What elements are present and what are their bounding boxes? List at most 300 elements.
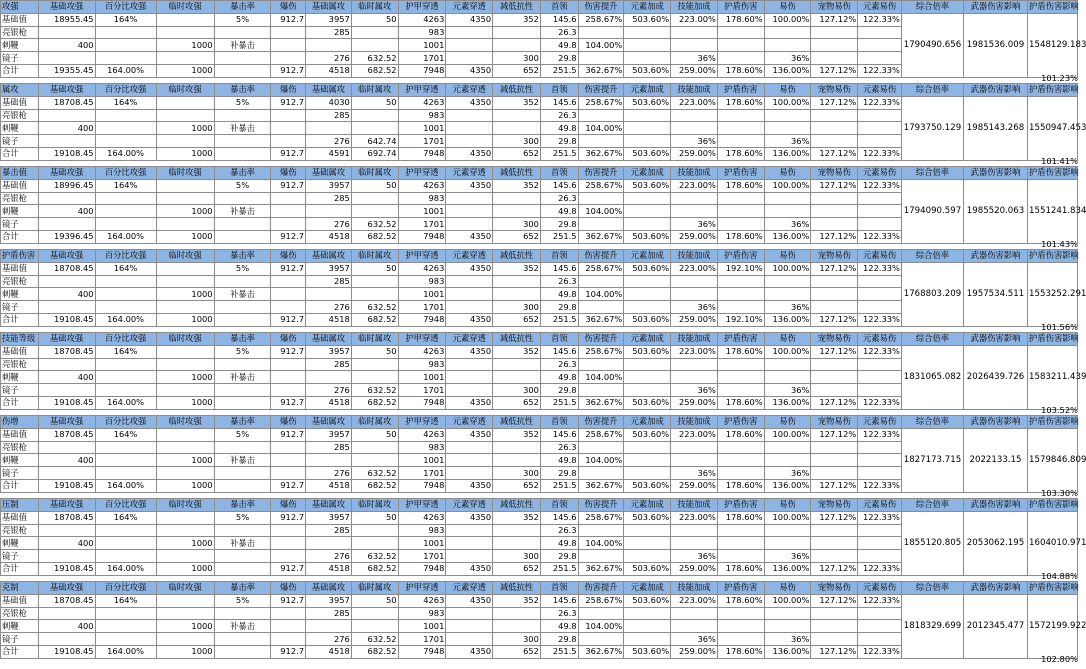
header-cell[interactable]: 护甲穿透 [398,167,446,180]
data-cell[interactable] [351,454,398,467]
data-cell[interactable]: 36% [764,467,811,480]
data-cell[interactable] [811,109,858,122]
header-cell[interactable]: 暴击率 [214,582,271,595]
data-cell[interactable]: 652 [493,64,541,77]
data-cell[interactable]: 145.6 [540,511,578,524]
data-cell[interactable] [156,345,214,358]
data-cell[interactable] [38,135,95,148]
data-cell[interactable] [811,39,858,52]
data-cell[interactable] [38,467,95,480]
data-cell[interactable]: 4518 [306,313,352,326]
header-cell[interactable]: 技能加成 [671,1,718,14]
data-cell[interactable]: 912.7 [271,230,306,243]
data-cell[interactable]: 223.00% [671,594,718,607]
header-cell[interactable]: 百分比攻强 [95,167,156,180]
data-cell[interactable] [446,537,493,550]
header-cell[interactable]: 临时属攻 [351,167,398,180]
data-cell[interactable]: 223.00% [671,179,718,192]
data-cell[interactable]: 4263 [398,345,446,358]
data-cell[interactable]: 145.6 [540,345,578,358]
data-cell[interactable]: 503.60% [624,511,671,524]
block-title-cell[interactable]: 压制 [1,499,39,512]
data-cell[interactable]: 136.00% [764,396,811,409]
data-cell[interactable] [811,205,858,218]
data-cell[interactable]: 912.7 [271,313,306,326]
data-cell[interactable] [156,524,214,537]
row-label-cell[interactable]: 亮银枪 [1,524,39,537]
header-cell[interactable]: 武器伤害影响 [963,582,1027,595]
header-cell[interactable]: 易伤 [764,250,811,263]
data-cell[interactable]: 3957 [306,594,352,607]
data-cell[interactable] [214,562,271,575]
data-cell[interactable]: 912.7 [271,562,306,575]
data-cell[interactable]: 7948 [398,230,446,243]
data-cell[interactable]: 36% [671,301,718,314]
data-cell[interactable] [858,288,902,301]
data-cell[interactable] [156,428,214,441]
block-title-cell[interactable]: 攻强 [1,1,39,14]
shield-damage-impact-cell[interactable]: 1604010.971 [1028,511,1078,575]
data-cell[interactable] [271,288,306,301]
data-cell[interactable] [95,122,156,135]
data-cell[interactable]: 136.00% [764,64,811,77]
data-cell[interactable]: 1001 [398,620,446,633]
data-cell[interactable]: 1001 [398,288,446,301]
data-cell[interactable] [446,288,493,301]
data-cell[interactable]: 1000 [156,371,214,384]
header-cell[interactable]: 综合倍率 [901,167,963,180]
header-cell[interactable]: 护盾伤害 [717,333,764,346]
data-cell[interactable]: 258.67% [578,345,624,358]
header-cell[interactable]: 宠物易伤 [811,1,858,14]
data-cell[interactable] [671,371,718,384]
data-cell[interactable]: 1001 [398,39,446,52]
data-cell[interactable] [578,607,624,620]
data-cell[interactable]: 164.00% [95,396,156,409]
row-label-cell[interactable]: 合计 [1,147,39,160]
data-cell[interactable]: 164.00% [95,313,156,326]
data-cell[interactable]: 122.33% [858,262,902,275]
data-cell[interactable]: 251.5 [540,64,578,77]
data-cell[interactable]: 503.60% [624,179,671,192]
data-cell[interactable] [624,275,671,288]
data-cell[interactable] [156,384,214,397]
data-cell[interactable] [156,192,214,205]
data-cell[interactable] [764,122,811,135]
data-cell[interactable]: 164.00% [95,230,156,243]
data-cell[interactable] [624,371,671,384]
data-cell[interactable]: 912.7 [271,396,306,409]
data-cell[interactable] [493,288,541,301]
header-cell[interactable]: 元素易伤 [858,250,902,263]
data-cell[interactable]: 912.7 [271,96,306,109]
data-cell[interactable] [38,524,95,537]
data-cell[interactable]: 682.52 [351,313,398,326]
data-cell[interactable] [858,537,902,550]
data-cell[interactable] [271,384,306,397]
data-cell[interactable]: 补暴击 [214,537,271,550]
header-cell[interactable]: 减低抗性 [493,333,541,346]
header-cell[interactable]: 减低抗性 [493,499,541,512]
data-cell[interactable]: 178.60% [717,345,764,358]
data-cell[interactable]: 400 [38,39,95,52]
data-cell[interactable]: 29.8 [540,550,578,563]
data-cell[interactable]: 285 [306,524,352,537]
ratio-percent[interactable]: 101.56% [1041,322,1078,332]
data-cell[interactable]: 4263 [398,262,446,275]
header-cell[interactable]: 临时攻强 [156,499,214,512]
data-cell[interactable]: 251.5 [540,645,578,658]
ratio-percent[interactable]: 103.52% [1041,405,1078,415]
data-cell[interactable] [214,147,271,160]
row-label-cell[interactable]: 镜子 [1,550,39,563]
header-cell[interactable]: 爆伤 [271,250,306,263]
data-cell[interactable]: 692.74 [351,147,398,160]
data-cell[interactable] [156,218,214,231]
data-cell[interactable] [671,620,718,633]
data-cell[interactable] [493,39,541,52]
ratio-percent[interactable]: 103.30% [1041,488,1078,498]
data-cell[interactable]: 19108.45 [38,313,95,326]
data-cell[interactable] [624,39,671,52]
header-cell[interactable]: 武器伤害影响 [963,167,1027,180]
data-cell[interactable] [214,135,271,148]
data-cell[interactable]: 251.5 [540,230,578,243]
row-label-cell[interactable]: 刺鞭 [1,205,39,218]
header-cell[interactable]: 爆伤 [271,1,306,14]
data-cell[interactable]: 26.3 [540,275,578,288]
data-cell[interactable]: 983 [398,26,446,39]
row-label-cell[interactable]: 刺鞭 [1,288,39,301]
data-cell[interactable] [214,26,271,39]
weapon-damage-impact-cell[interactable]: 2053062.195 [963,511,1027,575]
data-cell[interactable]: 276 [306,384,352,397]
data-cell[interactable] [306,454,352,467]
header-cell[interactable]: 护盾伤害影响 [1029,333,1079,344]
data-cell[interactable] [351,109,398,122]
data-cell[interactable]: 18708.45 [38,594,95,607]
row-label-cell[interactable]: 合计 [1,645,39,658]
data-cell[interactable] [717,301,764,314]
data-cell[interactable] [156,607,214,620]
data-cell[interactable]: 127.12% [811,511,858,524]
data-cell[interactable] [214,633,271,646]
header-cell[interactable]: 元素穿透 [446,499,493,512]
data-cell[interactable] [811,524,858,537]
data-cell[interactable] [214,645,271,658]
row-label-cell[interactable]: 基础值 [1,13,39,26]
data-cell[interactable]: 122.33% [858,345,902,358]
data-cell[interactable]: 4518 [306,64,352,77]
header-cell[interactable]: 百分比攻强 [95,84,156,97]
header-cell[interactable]: 百分比攻强 [95,416,156,429]
data-cell[interactable] [717,288,764,301]
data-cell[interactable]: 912.7 [271,645,306,658]
data-cell[interactable]: 104.00% [578,122,624,135]
data-cell[interactable] [95,550,156,563]
data-cell[interactable]: 1000 [156,313,214,326]
data-cell[interactable] [671,192,718,205]
data-cell[interactable]: 503.60% [624,64,671,77]
data-cell[interactable]: 4350 [446,179,493,192]
shield-damage-impact-cell[interactable]: 1583211.439 [1028,345,1078,409]
data-cell[interactable] [271,26,306,39]
data-cell[interactable] [95,607,156,620]
data-cell[interactable] [306,122,352,135]
data-cell[interactable]: 122.33% [858,96,902,109]
header-cell[interactable]: 元素易伤 [858,84,902,97]
header-cell[interactable]: 伤害提升 [578,582,624,595]
data-cell[interactable]: 122.33% [858,13,902,26]
data-cell[interactable]: 36% [671,633,718,646]
data-cell[interactable] [351,39,398,52]
data-cell[interactable] [95,441,156,454]
row-label-cell[interactable]: 镜子 [1,467,39,480]
data-cell[interactable] [214,524,271,537]
data-cell[interactable]: 1000 [156,562,214,575]
overall-multiplier-cell[interactable]: 1827173.715 [901,428,963,492]
data-cell[interactable] [858,301,902,314]
data-cell[interactable]: 1000 [156,454,214,467]
ratio-percent[interactable]: 101.23% [1041,73,1078,83]
data-cell[interactable]: 912.7 [271,511,306,524]
data-cell[interactable] [578,550,624,563]
data-cell[interactable] [578,301,624,314]
data-cell[interactable]: 258.67% [578,428,624,441]
data-cell[interactable] [717,52,764,65]
data-cell[interactable]: 4350 [446,64,493,77]
data-cell[interactable] [38,26,95,39]
data-cell[interactable] [764,358,811,371]
data-cell[interactable]: 19355.45 [38,64,95,77]
data-cell[interactable]: 136.00% [764,562,811,575]
data-cell[interactable]: 50 [351,179,398,192]
data-cell[interactable] [811,371,858,384]
data-cell[interactable]: 632.52 [351,633,398,646]
row-label-cell[interactable]: 镜子 [1,384,39,397]
header-cell[interactable]: 护甲穿透 [398,416,446,429]
data-cell[interactable]: 5% [214,262,271,275]
data-cell[interactable]: 178.60% [717,64,764,77]
data-cell[interactable] [271,537,306,550]
data-cell[interactable] [446,524,493,537]
header-cell[interactable]: 元素穿透 [446,250,493,263]
weapon-damage-impact-cell[interactable]: 2026439.726 [963,345,1027,409]
block-title-cell[interactable]: 属攻 [1,84,39,97]
header-cell[interactable]: 易伤 [764,84,811,97]
ratio-percent[interactable]: 102.80% [1041,654,1078,664]
data-cell[interactable] [156,633,214,646]
shield-damage-impact-cell[interactable]: 1579846.809 [1028,428,1078,492]
data-cell[interactable] [38,441,95,454]
data-cell[interactable]: 3957 [306,428,352,441]
data-cell[interactable]: 362.67% [578,479,624,492]
data-cell[interactable]: 503.60% [624,428,671,441]
data-cell[interactable] [858,275,902,288]
data-cell[interactable] [446,467,493,480]
data-cell[interactable] [811,607,858,620]
data-cell[interactable]: 7948 [398,479,446,492]
data-cell[interactable] [351,620,398,633]
data-cell[interactable] [214,64,271,77]
data-cell[interactable] [717,135,764,148]
data-cell[interactable]: 178.60% [717,645,764,658]
data-cell[interactable]: 127.12% [811,396,858,409]
header-cell[interactable]: 护盾伤害影响 [1029,84,1079,95]
data-cell[interactable] [717,454,764,467]
data-cell[interactable] [214,313,271,326]
data-cell[interactable]: 300 [493,384,541,397]
data-cell[interactable]: 912.7 [271,179,306,192]
data-cell[interactable] [764,205,811,218]
data-cell[interactable] [811,52,858,65]
data-cell[interactable]: 49.8 [540,39,578,52]
header-cell[interactable]: 宠物易伤 [811,250,858,263]
header-cell[interactable]: 武器伤害影响 [963,1,1027,14]
data-cell[interactable]: 642.74 [351,135,398,148]
overall-multiplier-cell[interactable]: 1855120.805 [901,511,963,575]
data-cell[interactable] [95,384,156,397]
data-cell[interactable]: 259.00% [671,562,718,575]
header-cell[interactable]: 临时属攻 [351,333,398,346]
data-cell[interactable] [858,52,902,65]
data-cell[interactable]: 362.67% [578,64,624,77]
data-cell[interactable]: 4350 [446,479,493,492]
data-cell[interactable] [351,441,398,454]
data-cell[interactable] [446,301,493,314]
data-cell[interactable] [214,479,271,492]
data-cell[interactable]: 127.12% [811,147,858,160]
data-cell[interactable]: 192.10% [717,313,764,326]
data-cell[interactable] [493,620,541,633]
data-cell[interactable] [214,52,271,65]
data-cell[interactable] [858,205,902,218]
header-cell[interactable]: 伤害提升 [578,1,624,14]
data-cell[interactable] [858,441,902,454]
data-cell[interactable] [717,205,764,218]
data-cell[interactable]: 3957 [306,13,352,26]
data-cell[interactable]: 3957 [306,262,352,275]
data-cell[interactable] [351,26,398,39]
data-cell[interactable]: 632.52 [351,384,398,397]
data-cell[interactable]: 400 [38,537,95,550]
data-cell[interactable] [351,205,398,218]
header-cell[interactable]: 元素易伤 [858,499,902,512]
data-cell[interactable]: 29.8 [540,52,578,65]
data-cell[interactable]: 223.00% [671,428,718,441]
data-cell[interactable] [811,550,858,563]
header-cell[interactable]: 基础属攻 [306,416,352,429]
data-cell[interactable]: 104.00% [578,288,624,301]
data-cell[interactable]: 352 [493,428,541,441]
overall-multiplier-cell[interactable]: 1794090.597 [901,179,963,243]
row-label-cell[interactable]: 镜子 [1,633,39,646]
data-cell[interactable] [271,109,306,122]
header-cell[interactable]: 减低抗性 [493,250,541,263]
data-cell[interactable]: 100.00% [764,511,811,524]
data-cell[interactable] [811,454,858,467]
data-cell[interactable] [578,441,624,454]
header-cell[interactable]: 护甲穿透 [398,84,446,97]
data-cell[interactable] [214,467,271,480]
data-cell[interactable]: 36% [671,384,718,397]
data-cell[interactable] [624,607,671,620]
data-cell[interactable]: 223.00% [671,13,718,26]
header-cell[interactable]: 首领 [540,250,578,263]
header-cell[interactable]: 元素加成 [624,582,671,595]
row-label-cell[interactable]: 合计 [1,230,39,243]
row-label-cell[interactable]: 合计 [1,479,39,492]
data-cell[interactable] [624,301,671,314]
data-cell[interactable] [717,109,764,122]
data-cell[interactable]: 1701 [398,550,446,563]
header-cell[interactable]: 临时攻强 [156,1,214,14]
row-label-cell[interactable]: 亮银枪 [1,192,39,205]
header-cell[interactable]: 首领 [540,1,578,14]
header-cell[interactable]: 易伤 [764,333,811,346]
data-cell[interactable] [38,301,95,314]
header-cell[interactable]: 宠物易伤 [811,84,858,97]
data-cell[interactable]: 259.00% [671,645,718,658]
header-cell[interactable]: 伤害提升 [578,84,624,97]
row-label-cell[interactable]: 镜子 [1,218,39,231]
data-cell[interactable]: 682.52 [351,645,398,658]
data-cell[interactable] [214,109,271,122]
header-cell[interactable]: 综合倍率 [901,582,963,595]
data-cell[interactable]: 1000 [156,230,214,243]
data-cell[interactable]: 100.00% [764,13,811,26]
header-cell[interactable]: 基础攻强 [38,84,95,97]
data-cell[interactable] [156,13,214,26]
data-cell[interactable] [493,192,541,205]
data-cell[interactable]: 18955.45 [38,13,95,26]
data-cell[interactable]: 300 [493,52,541,65]
ratio-percent[interactable]: 101.41% [1041,156,1078,166]
data-cell[interactable]: 259.00% [671,147,718,160]
data-cell[interactable]: 178.60% [717,594,764,607]
data-cell[interactable]: 1000 [156,645,214,658]
data-cell[interactable]: 5% [214,594,271,607]
data-cell[interactable]: 352 [493,262,541,275]
data-cell[interactable]: 127.12% [811,479,858,492]
data-cell[interactable]: 912.7 [271,479,306,492]
weapon-damage-impact-cell[interactable]: 2022133.15 [963,428,1027,492]
data-cell[interactable]: 127.12% [811,230,858,243]
data-cell[interactable]: 5% [214,179,271,192]
data-cell[interactable]: 400 [38,454,95,467]
data-cell[interactable]: 122.33% [858,428,902,441]
data-cell[interactable]: 1000 [156,396,214,409]
data-cell[interactable]: 652 [493,396,541,409]
row-label-cell[interactable]: 亮银枪 [1,441,39,454]
data-cell[interactable] [446,607,493,620]
block-title-cell[interactable]: 护盾伤害 [1,250,39,263]
data-cell[interactable]: 18708.45 [38,262,95,275]
header-cell[interactable]: 元素穿透 [446,167,493,180]
data-cell[interactable] [578,467,624,480]
data-cell[interactable]: 178.60% [717,179,764,192]
data-cell[interactable] [493,441,541,454]
data-cell[interactable]: 19108.45 [38,396,95,409]
header-cell[interactable]: 综合倍率 [901,416,963,429]
data-cell[interactable]: 1000 [156,479,214,492]
data-cell[interactable]: 36% [671,550,718,563]
data-cell[interactable]: 26.3 [540,358,578,371]
data-cell[interactable] [446,275,493,288]
data-cell[interactable]: 4518 [306,645,352,658]
header-cell[interactable]: 护甲穿透 [398,250,446,263]
data-cell[interactable] [624,550,671,563]
